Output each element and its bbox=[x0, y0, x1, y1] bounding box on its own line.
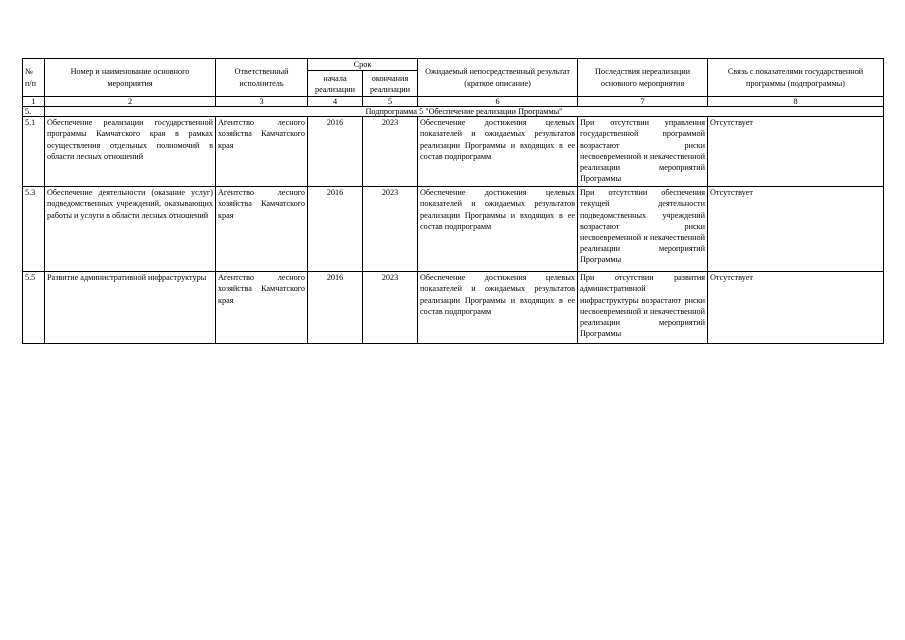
header-consequences: Последствия нереализации основного мероприятия bbox=[578, 59, 708, 97]
header-no: № п/п bbox=[23, 59, 45, 97]
header-term: Срок bbox=[308, 59, 418, 71]
table-row bbox=[23, 187, 884, 272]
header-name: Номер и наименование основного мероприятия bbox=[45, 59, 216, 97]
column-numbers-row bbox=[23, 97, 884, 107]
row-name: Обеспечение реализации государственной программы Камчатского края в рамках осуществления отдельных полномочий в области лесных отношений bbox=[45, 117, 216, 187]
column-number: 7 bbox=[578, 97, 708, 107]
row-responsible: Агентство лесного хозяйства Камчатского края bbox=[216, 117, 308, 187]
column-number: 4 bbox=[308, 97, 363, 107]
row-name: Обеспечение деятельности (оказание услуг) подведомственных учреждений, оказывающих работы и услуги в области лесных отношений bbox=[45, 187, 216, 272]
row-result: Обеспечение достижения целевых показателей и ожидаемых результатов реализации Программы и входящих в ее состав подпрограмм bbox=[418, 117, 578, 187]
row-result: Обеспечение достижения целевых показателей и ожидаемых результатов реализации Программы и входящих в ее состав подпрограмм bbox=[418, 187, 578, 272]
column-number: 1 bbox=[23, 97, 45, 107]
column-number: 6 bbox=[418, 97, 578, 107]
column-number: 3 bbox=[216, 97, 308, 107]
row-start: 2016 bbox=[308, 117, 363, 187]
row-link: Отсутствует bbox=[708, 187, 884, 272]
header-start: начала реализации bbox=[308, 71, 363, 97]
row-start: 2016 bbox=[308, 187, 363, 272]
row-number: 5.1 bbox=[23, 117, 45, 187]
row-name: Развитие административной инфраструктуры bbox=[45, 272, 216, 344]
header-end: окончания реализации bbox=[363, 71, 418, 97]
column-number: 2 bbox=[45, 97, 216, 107]
header-result: Ожидаемый непосредственный результат (краткое описание) bbox=[418, 59, 578, 97]
column-number: 8 bbox=[708, 97, 884, 107]
subprogram-title: Подпрограмма 5 "Обеспечение реализации Программы" bbox=[45, 107, 884, 117]
row-number: 5.3 bbox=[23, 187, 45, 272]
header-responsible: Ответственный исполнитель bbox=[216, 59, 308, 97]
row-result: Обеспечение достижения целевых показателей и ожидаемых результатов реализации Программы и входящих в ее состав подпрограмм bbox=[418, 272, 578, 344]
row-link: Отсутствует bbox=[708, 272, 884, 344]
row-end: 2023 bbox=[363, 117, 418, 187]
row-responsible: Агентство лесного хозяйства Камчатского края bbox=[216, 272, 308, 344]
row-end: 2023 bbox=[363, 187, 418, 272]
row-consequences: При отсутствии обеспечения текущей деятельности подведомственных учреждений возрастают риски несвоевременной и некачественной реализации мероприятий Программы bbox=[578, 187, 708, 272]
row-start: 2016 bbox=[308, 272, 363, 344]
header-link: Связь с показателями государственной программы (подпрограммы) bbox=[708, 59, 884, 97]
row-link: Отсутствует bbox=[708, 117, 884, 187]
measures-table bbox=[22, 58, 884, 344]
row-end: 2023 bbox=[363, 272, 418, 344]
table-row bbox=[23, 117, 884, 187]
row-responsible: Агентство лесного хозяйства Камчатского края bbox=[216, 187, 308, 272]
subprogram-number: 5. bbox=[23, 107, 45, 117]
column-number: 5 bbox=[363, 97, 418, 107]
row-consequences: При отсутствии управления государственной программой возрастают риски несвоевременной и некачественной реализации мероприятий Программы bbox=[578, 117, 708, 187]
table-row bbox=[23, 272, 884, 344]
subprogram-row bbox=[23, 107, 884, 117]
row-number: 5.5 bbox=[23, 272, 45, 344]
row-consequences: При отсутствии развития административной инфраструктуры возрастают риски несвоевременной и некачественной реализации мероприятий Программы bbox=[578, 272, 708, 344]
